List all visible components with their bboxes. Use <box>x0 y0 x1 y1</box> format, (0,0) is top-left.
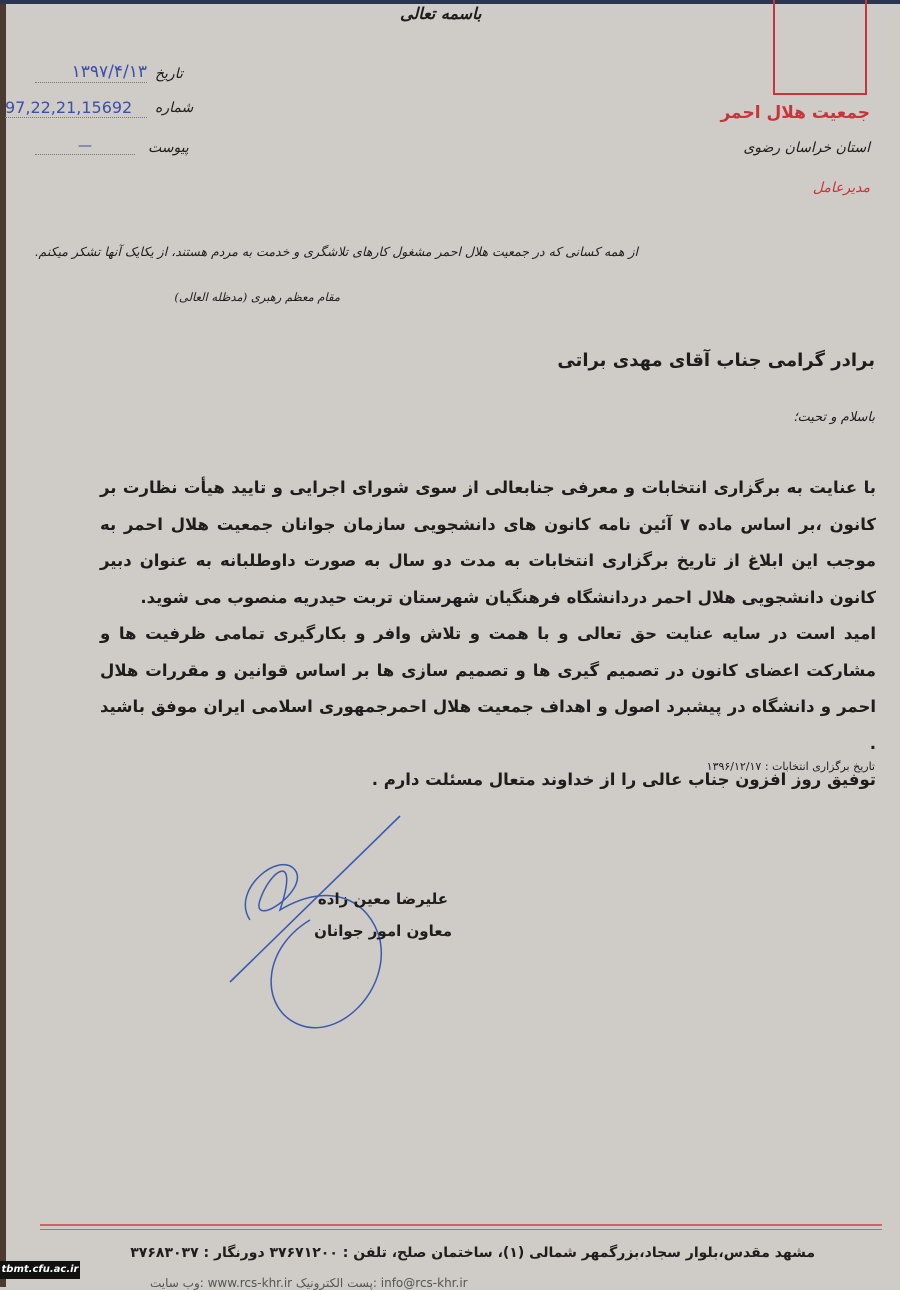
appointment-text: با عنایت به برگزاری انتخابات و معرفی جنابعالی از سوی شورای اجرایی و تایید هیأت نظارت بر کانون ،بر اساس ماده ۷ آئین نامه کانون های دانشجویی سازمان جوانان جمعیت هلال احمر به موجب این ابلاغ از تاریخ برگزاری انتخابات به مدت دو سال به صورت داوطلبانه به عنوان <box>100 478 877 570</box>
appointment-end: منصوب می شوید. <box>140 587 288 607</box>
province-name: استان خراسان رضوی <box>743 140 870 156</box>
quote-source: مقام معظم رهبری (مدظله العالی) <box>174 290 340 304</box>
paragraph-hope: امید است در سایه عنایت حق تعالی و با همت و تلاش وافر و بکارگیری تمامی ظرفیت ها و مشارکت اعضای کانون در تصمیم گیری ها و تصمیم سازی ها بر اساس قوانین و مقررات هلال احمر و دانشگاه در پیشبرد اصول و اهداف جمعیت هلال احمرجمهوری اسلامی ایران موفق باشید . <box>100 624 876 753</box>
recipient: برادر گرامی جناب آقای مهدی براتی <box>557 350 875 371</box>
attachment-label: پیوست <box>148 140 189 156</box>
paragraph-appointment <box>100 470 876 616</box>
crescent-icon <box>775 0 865 93</box>
org-name: جمعیت هلال احمر <box>720 103 870 123</box>
number-label: شماره <box>155 100 194 116</box>
election-date: تاریخ برگزاری انتخابات : ۱۳۹۶/۱۲/۱۷ <box>706 760 875 773</box>
site-watermark: tbmt.cfu.ac.ir <box>0 1261 80 1279</box>
attachment-value: — <box>35 138 135 155</box>
footer-divider <box>40 1224 882 1226</box>
greeting: باسلام و تحیت؛ <box>793 410 875 425</box>
office-title: مدیرعامل <box>812 180 870 196</box>
paragraph-closing: توفیق روز افزون جناب عالی را از خداوند متعال مسئلت دارم . <box>371 770 876 789</box>
signatory-title: معاون امور جوانان <box>314 922 452 940</box>
letter-body <box>100 470 876 799</box>
footer-contact: وب سایت: www.rcs-khr.ir پست الکترونیک: info@rcs-khr.ir <box>150 1276 468 1290</box>
leader-quote: از همه کسانی که در جمعیت هلال احمر مشغول کارهای تلاشگری و خدمت به مردم هستند، از یکایک آنها تشکر میکنم. <box>34 244 638 259</box>
footer-address: مشهد مقدس،بلوار سجاد،بزرگمهر شمالی (۱)، ساختمان صلح، تلفن : ۳۷۶۷۱۲۰۰ دورنگار : ۳۷۶۸۳۰۳۷ <box>130 1245 815 1261</box>
date-value: ۱۳۹۷/۴/۱۳ <box>35 62 147 83</box>
number-value: 97,22,21,15692 <box>5 98 147 118</box>
invocation: باسمه تعالی <box>400 4 482 23</box>
signatory-name: علیرضا معین زاده <box>317 890 448 908</box>
footer-divider-thin <box>40 1229 882 1230</box>
red-crescent-logo <box>773 0 867 95</box>
date-label: تاریخ <box>155 66 183 82</box>
scan-frame-edge <box>0 0 6 1287</box>
appointment-position: دبیر کانون دانشجویی هلال احمر دردانشگاه فرهنگیان شهرستان تربت حیدریه <box>100 551 876 607</box>
